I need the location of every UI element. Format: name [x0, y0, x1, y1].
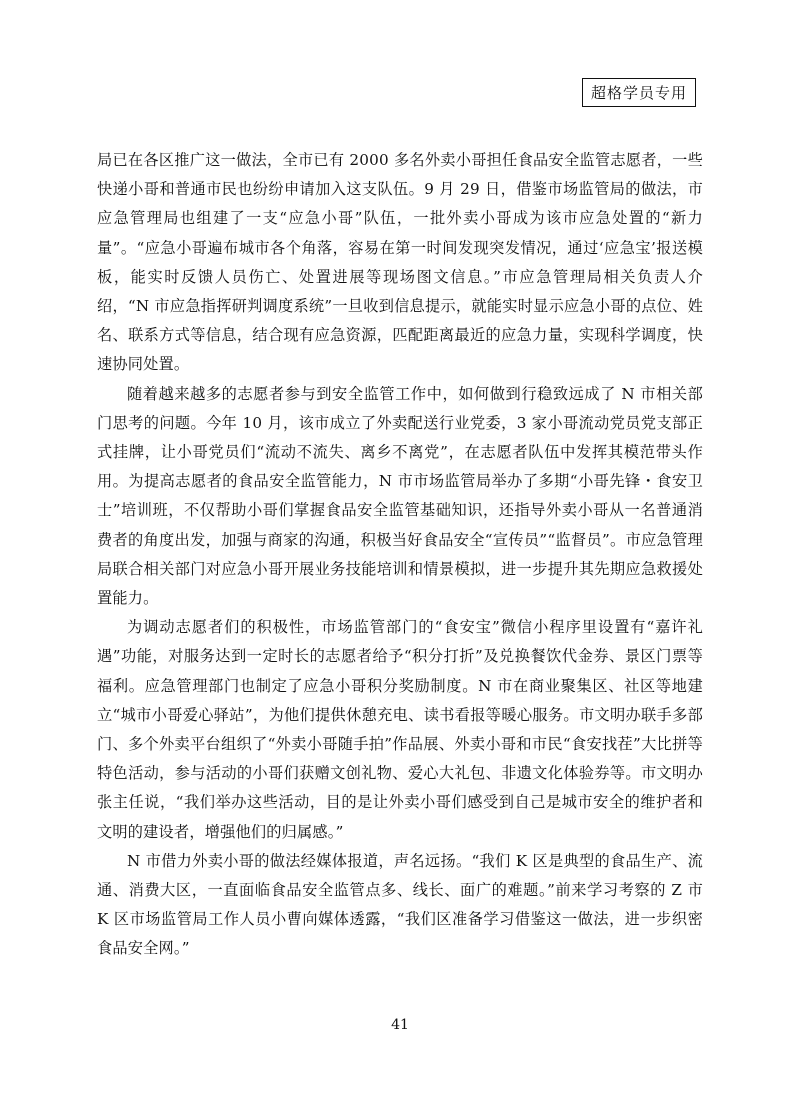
paragraph: 局已在各区推广这一做法，全市已有 2000 多名外卖小哥担任食品安全监管志愿者，一些快递小哥和普通市民也纷纷申请加入这支队伍。9 月 29 日，借鉴市场监管局的做法，市应急管理局也组建了一支“应急小哥”队伍，一批外卖小哥成为该市应急处置的“新力量”。“应急小哥遍布城市各个角落，容易在第一时间发现突发情况，通过‘应急宝’报送模板，能实时反馈人员伤亡、处置进展等现场图文信息。”市应急管理局相关负责人介绍，“N 市应急指挥研判调度系统”一旦收到信息提示，就能实时显示应急小哥的点位、姓名、联系方式等信息，结合现有应急资源，匹配距离最近的应急力量，实现科学调度，快速协同处置。	[97, 151, 703, 374]
page-number: 41	[391, 1017, 409, 1033]
header-stamp: 超格学员专用	[582, 78, 696, 107]
paragraph: 为调动志愿者们的积极性，市场监管部门的“食安宝”微信小程序里设置有“嘉许礼遇”功能，对服务达到一定时长的志愿者给予“积分打折”及兑换餐饮代金券、景区门票等福利。应急管理部门也制定了应急小哥积分奖励制度。N 市在商业聚集区、社区等地建立“城市小哥爱心驿站”，为他们提供休憩充电、读书看报等暖心服务。市文明办联手多部门、多个外卖平台组织了“外卖小哥随手拍”作品展、外卖小哥和市民“食安找茬”大比拼等特色活动，参与活动的小哥们获赠文创礼物、爱心大礼包、非遗文化体验券等。市文明办张主任说，“我们举办这些活动，目的是让外卖小哥们感受到自己是城市安全的维护者和文明的建设者，增强他们的归属感。”	[97, 618, 703, 841]
paragraph: 随着越来越多的志愿者参与到安全监管工作中，如何做到行稳致远成了 N 市相关部门思考的问题。今年 10 月，该市成立了外卖配送行业党委，3 家小哥流动党员党支部正式挂牌，让小哥党员们“流动不流失、离乡不离党”，在志愿者队伍中发挥其模范带头作用。为提高志愿者的食品安全监管能力，N 市市场监管局举办了多期“小哥先锋・食安卫士”培训班，不仅帮助小哥们掌握食品安全监管基础知识，还指导外卖小哥从一名普通消费者的角度出发，加强与商家的沟通，积极当好食品安全“宣传员”“监督员”。市应急管理局联合相关部门对应急小哥开展业务技能培训和情景模拟，进一步提升其先期应急救援处置能力。	[97, 384, 703, 608]
article-body	[97, 146, 703, 964]
paragraph: N 市借力外卖小哥的做法经媒体报道，声名远扬。“我们 K 区是典型的食品生产、流通、消费大区，一直面临食品安全监管点多、线长、面广的难题。”前来学习考察的 Z 市 K 区市场监管局工作人员小曹向媒体透露，“我们区准备学习借鉴这一做法，进一步织密食品安全网。”	[97, 851, 703, 958]
